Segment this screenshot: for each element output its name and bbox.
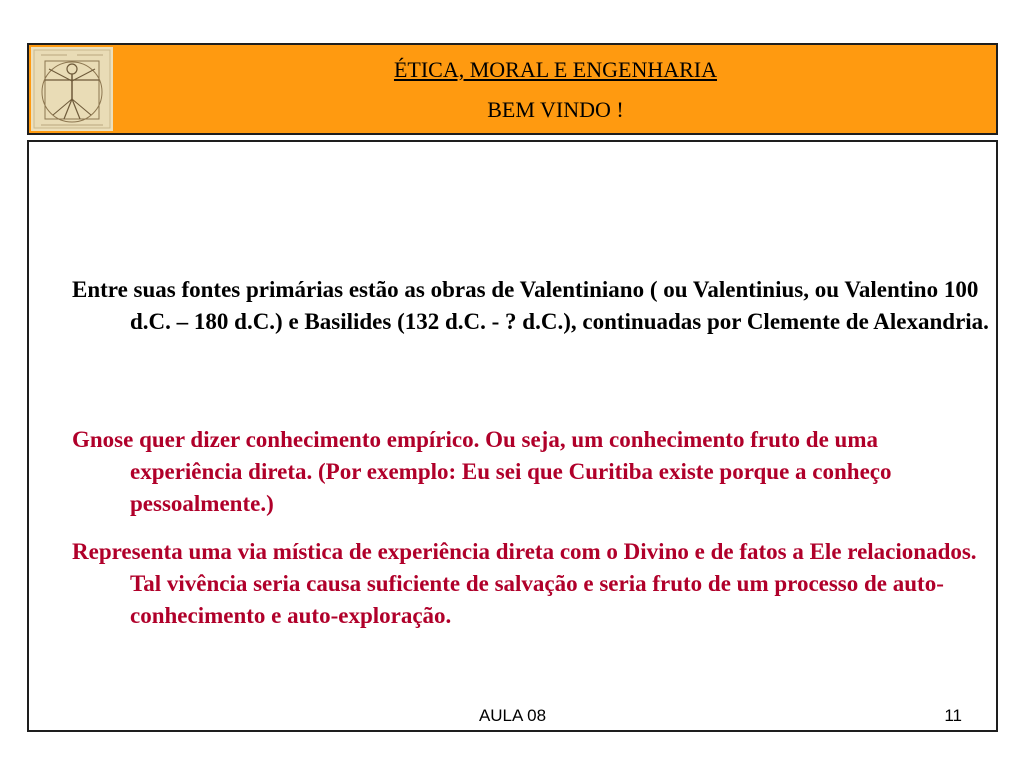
paragraph-gnose-definition: Gnose quer dizer conhecimento empírico. Ou seja, um conhecimento fruto de uma experiência direta. (Por exemplo: Eu sei que Curitiba existe porque a conheço pessoalmente.) (72, 427, 892, 516)
slide-content (27, 140, 998, 732)
page-title: ÉTICA, MORAL E ENGENHARIA (393, 57, 718, 82)
footer-label: AULA 08 (478, 706, 547, 725)
paragraph-mystic-path: Representa uma via mística de experiência direta com o Divino e de fatos a Ele relacionados. Tal vivência seria causa suficiente de salvação e seria fruto de um processo de auto-conhecimento e auto-exploração. (72, 539, 977, 628)
page-subtitle: BEM VINDO ! (487, 97, 624, 122)
header-banner (27, 43, 998, 135)
paragraph-sources: Entre suas fontes primárias estão as obras de Valentiniano ( ou Valentinius, ou Valentino 100 d.C. – 180 d.C.) e Basilides (132 d.C. - ? d.C.), continuadas por Clemente de Alexandria. (72, 277, 989, 334)
page-number: 11 (944, 706, 962, 725)
vitruvian-man-icon (31, 47, 113, 131)
